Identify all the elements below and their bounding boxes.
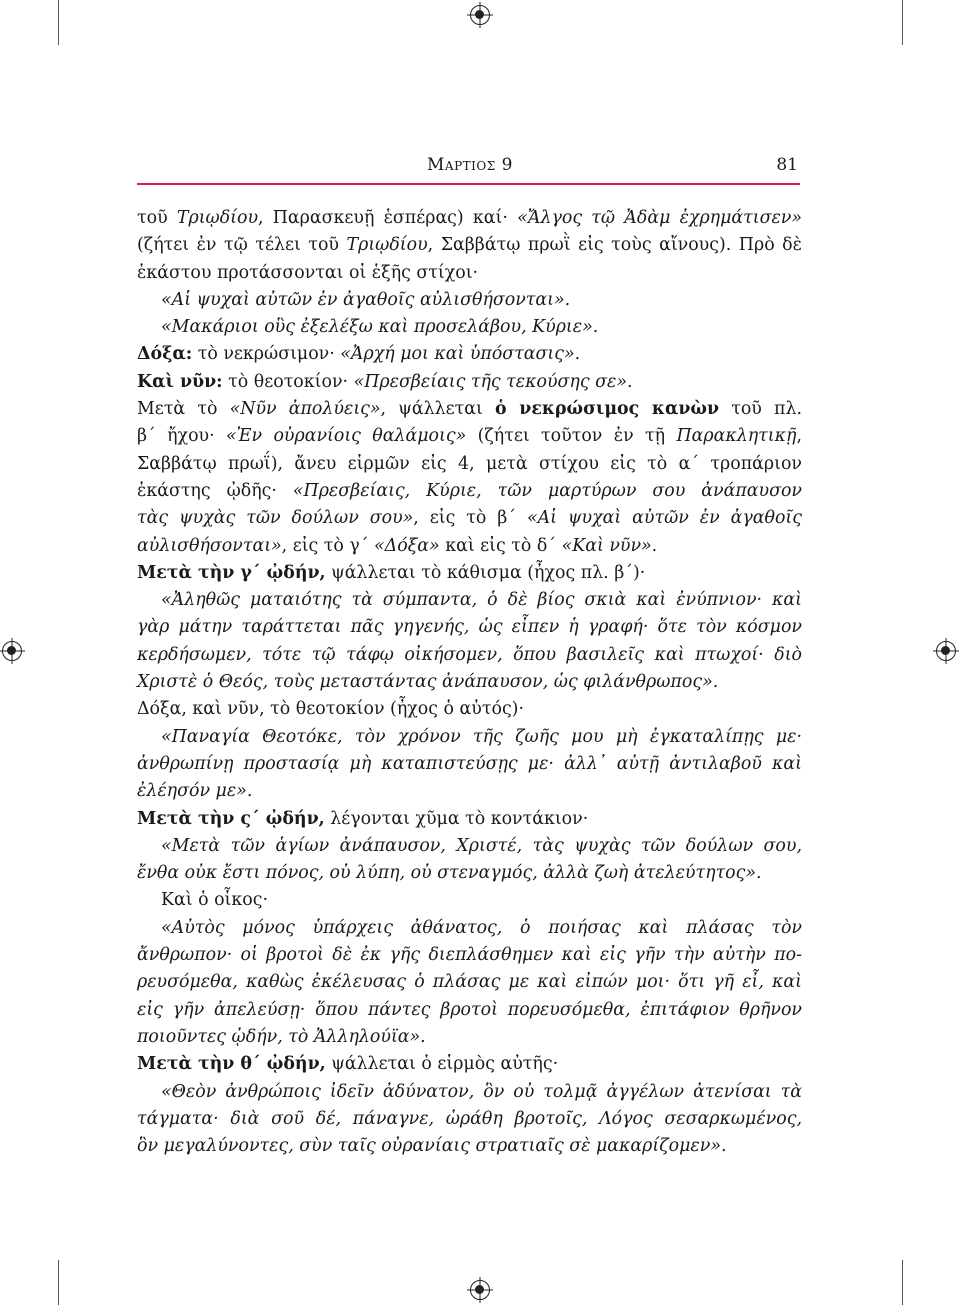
text-line (137, 1051, 802, 1078)
text-run: τὸ νεκρώσιμον· (192, 344, 341, 365)
text-run: , (796, 426, 802, 447)
text-line (137, 423, 802, 450)
italic-hymn-text: εἰς γῆν ἀπελεύσῃ· ὅπου πάντες βροτοὶ πορευσόμεθα, ἐπιτάφιον θρῆνον (137, 999, 802, 1020)
text-run: καὶ εἰς τὸ δ΄ (439, 535, 562, 556)
italic-hymn-text: «Αἱ ψυχαὶ αὐτῶν ἐν ἀγαθοῖς (526, 508, 802, 529)
text-run: τὸ θεοτοκίον· (222, 371, 354, 392)
text-line (137, 587, 802, 614)
text-line (137, 669, 802, 696)
text-line (137, 1133, 802, 1160)
italic-hymn-text: ὃν μεγαλύνοντες, σὺν ταῖς οὐρανίαις στρατιαῖς σὲ μακαρίζομεν». (137, 1136, 727, 1157)
text-line (137, 260, 802, 287)
running-title-month: Μαρτιος (427, 155, 496, 175)
italic-hymn-text: Παρακλητικῇ (676, 426, 797, 447)
text-line (137, 533, 802, 560)
text-line (137, 369, 802, 396)
text-line (137, 451, 802, 478)
italic-hymn-text: «Αἱ ψυχαὶ αὐτῶν ἐν ἀγαθοῖς αὐλισθήσονται». (161, 289, 571, 310)
text-line (137, 505, 802, 532)
text-line (137, 396, 802, 423)
italic-hymn-text: ἀνθρωπίνῃ προστασίᾳ μὴ καταπιστεύσῃς με· ἀλλ᾽ αὐτῇ ἀντιλαβοῦ καὶ (137, 753, 802, 774)
text-run: τοῦ (137, 208, 177, 228)
text-run: Μετὰ τὸ (137, 399, 230, 420)
text-line (137, 751, 802, 778)
text-run: , εἰς τὸ γ΄ (281, 535, 375, 556)
trim-mark-top-right (902, 0, 903, 45)
trim-mark-top-left (58, 0, 59, 45)
text-run: , εἰς τὸ β΄ (413, 508, 527, 529)
text-run: ψάλλεται τὸ κάθισμα (ἦχος πλ. β΄)· (325, 562, 646, 583)
text-run: ἑκάστου προτάσσονται οἱ ἑξῆς στίχοι· (137, 262, 479, 283)
italic-hymn-text: «Ἀρχή μοι καὶ ὑπόστασις». (340, 344, 581, 365)
italic-hymn-text: «Αὐτὸς μόνος ὑπάρχεις ἀθάνατος, ὁ ποιήσας καὶ πλάσας τὸν (161, 917, 802, 938)
text-line (137, 696, 802, 723)
text-run: Καὶ ὁ οἶκος· (161, 890, 268, 911)
italic-hymn-text: «Πρεσβείαις, Κύριε, τῶν μαρτύρων σου ἀνάπαυσον (292, 480, 802, 501)
registration-mark-right (936, 641, 956, 661)
italic-hymn-text: ποιοῦντες ᾠδήν, τὸ Ἀλληλούϊα». (137, 1026, 426, 1047)
italic-hymn-text: κερδήσωμεν, τότε τῷ τάφῳ οἰκήσομεν, ὅπου βασιλεῖς καὶ πτωχοί· διὸ (137, 644, 802, 665)
trim-mark-bottom-right (902, 1260, 903, 1305)
text-run: (ζήτει ἐν τῷ τέλει τοῦ (137, 235, 347, 256)
text-run: β΄ ἤχου· (137, 426, 227, 447)
text-run: , Παρασκευῇ ἑσπέρας) καί· (258, 208, 518, 228)
italic-hymn-text: «Πρεσβείαις τῆς τεκούσης σε». (353, 371, 633, 392)
italic-hymn-text: «Μακάριοι οὓς ἐξελέξω καὶ προσελάβου, Κύριε». (161, 317, 599, 338)
italic-hymn-text: αὐλισθήσονται» (137, 535, 282, 556)
running-header (137, 155, 800, 181)
text-run: τοῦ πλ. (719, 399, 803, 420)
italic-hymn-text: τὰς ψυχὰς τῶν δούλων σου» (137, 508, 414, 529)
italic-hymn-text: Χριστὲ ὁ Θεός, τοὺς μεταστάντας ἀνάπαυσον, ὡς φιλάνθρωπος». (137, 672, 719, 693)
text-run: . (651, 535, 658, 556)
bold-rubric: Μετὰ τὴν θ΄ ᾠδήν, (137, 1054, 326, 1075)
italic-hymn-text: τάγματα· διὰ σοῦ δέ, πάναγνε, ὡράθη βροτοῖς, Λόγος σεσαρκωμένος, (137, 1108, 802, 1129)
italic-hymn-text: «Καὶ νῦν» (561, 535, 652, 556)
text-line (137, 806, 802, 833)
text-line (137, 1079, 802, 1106)
page-number: 81 (776, 155, 798, 175)
bold-rubric: ὁ νεκρώσιμος κανὼν (495, 399, 720, 420)
italic-hymn-text: γὰρ μάτην ταράττεται πᾶς γηγενής, ὡς εἶπεν ἡ γραφή· ὅτε τὸν κόσμον (137, 617, 802, 638)
text-run: ἑκάστης ᾠδῆς· (137, 480, 293, 501)
text-line (137, 724, 802, 751)
text-run: , Σαββάτῳ πρωῒ εἰς τοὺς αἴνους). Πρὸ δὲ (427, 235, 802, 256)
text-line (137, 969, 802, 996)
text-line (137, 614, 802, 641)
text-line (137, 860, 802, 887)
italic-hymn-text: ρευσόμεθα, καθὼς ἐκέλευσας ὁ πλάσας με καὶ εἰπών μοι· ὅτι γῆ εἶ, καὶ (137, 972, 802, 993)
trim-mark-bottom-left (58, 1260, 59, 1305)
text-line (137, 341, 802, 368)
registration-mark-left (2, 641, 22, 661)
text-run: ψάλλεται ὁ εἱρμὸς αὐτῆς· (325, 1054, 559, 1075)
italic-hymn-text: Τριῳδίου (176, 208, 259, 228)
running-title (427, 155, 513, 175)
text-run: (ζήτει τοῦτον ἐν τῇ (466, 426, 677, 447)
text-line (137, 642, 802, 669)
registration-mark-bottom (470, 1280, 490, 1300)
bold-rubric: Καὶ νῦν: (137, 371, 223, 392)
italic-hymn-text: «Θεὸν ἀνθρώποις ἰδεῖν ἀδύνατον, ὃν οὐ τολμᾷ ἀγγέλων ἀτενίσαι τὰ (161, 1081, 802, 1102)
italic-hymn-text: «Δόξα» (374, 535, 440, 556)
text-line (137, 942, 802, 969)
text-run: , ψάλλεται (380, 399, 495, 420)
bold-rubric: Μετὰ τὴν γ΄ ᾠδήν, (137, 562, 326, 583)
text-line (137, 997, 802, 1024)
text-line (137, 314, 802, 341)
text-line (137, 232, 802, 259)
bold-rubric: Δόξα: (137, 344, 193, 365)
text-line (137, 205, 802, 232)
italic-hymn-text: «Ἀληθῶς ματαιότης τὰ σύμπαντα, ὁ δὲ βίος σκιὰ καὶ ἐνύπνιον· καὶ (161, 590, 802, 611)
running-title-day: 9 (501, 155, 513, 175)
text-line (137, 1024, 802, 1051)
text-run: Σαββάτῳ πρωΐ), ἄνευ εἱρμῶν εἰς 4, μετὰ στίχου εἰς τὸ α΄ τροπάριον (137, 453, 802, 474)
italic-hymn-text: «Ἄλγος τῷ Ἀδὰμ ἐχρημάτισεν» (517, 208, 802, 228)
italic-hymn-text: «Μετὰ τῶν ἁγίων ἀνάπαυσον, Χριστέ, τὰς ψυχὰς τῶν δούλων σου, (161, 835, 802, 856)
text-line (137, 478, 802, 505)
bold-rubric: Μετὰ τὴν ς΄ ᾠδήν, (137, 808, 325, 829)
text-line (137, 1106, 802, 1133)
italic-hymn-text: ἄνθρωπον· οἱ βροτοὶ δὲ ἐκ γῆς διεπλάσθημεν καὶ εἰς γῆν τὴν αὐτὴν πο- (137, 945, 802, 966)
text-line (137, 560, 802, 587)
text-line (137, 915, 802, 942)
italic-hymn-text: ἐλέησόν με». (137, 781, 253, 802)
page-text (137, 205, 802, 1160)
text-run: λέγονται χῦμα τὸ κοντάκιον· (324, 808, 589, 829)
text-line (137, 778, 802, 805)
header-rule (137, 183, 800, 185)
text-line (137, 887, 802, 914)
registration-mark-top (470, 5, 490, 25)
text-line (137, 287, 802, 314)
italic-hymn-text: «Ἐν οὐρανίοις θαλάμοις» (226, 426, 467, 447)
text-line (137, 833, 802, 860)
text-run: Δόξα, καὶ νῦν, τὸ θεοτοκίον (ἦχος ὁ αὐτός)· (137, 699, 524, 720)
italic-hymn-text: «Νῦν ἀπολύεις» (229, 399, 381, 420)
italic-hymn-text: «Παναγία Θεοτόκε, τὸν χρόνον τῆς ζωῆς μου μὴ ἐγκαταλίπῃς με· (161, 726, 802, 747)
italic-hymn-text: Τριῳδίου (346, 235, 428, 256)
italic-hymn-text: ἔνθα οὐκ ἔστι πόνος, οὐ λύπη, οὐ στεναγμός, ἀλλὰ ζωὴ ἀτελεύτητος». (137, 863, 762, 884)
